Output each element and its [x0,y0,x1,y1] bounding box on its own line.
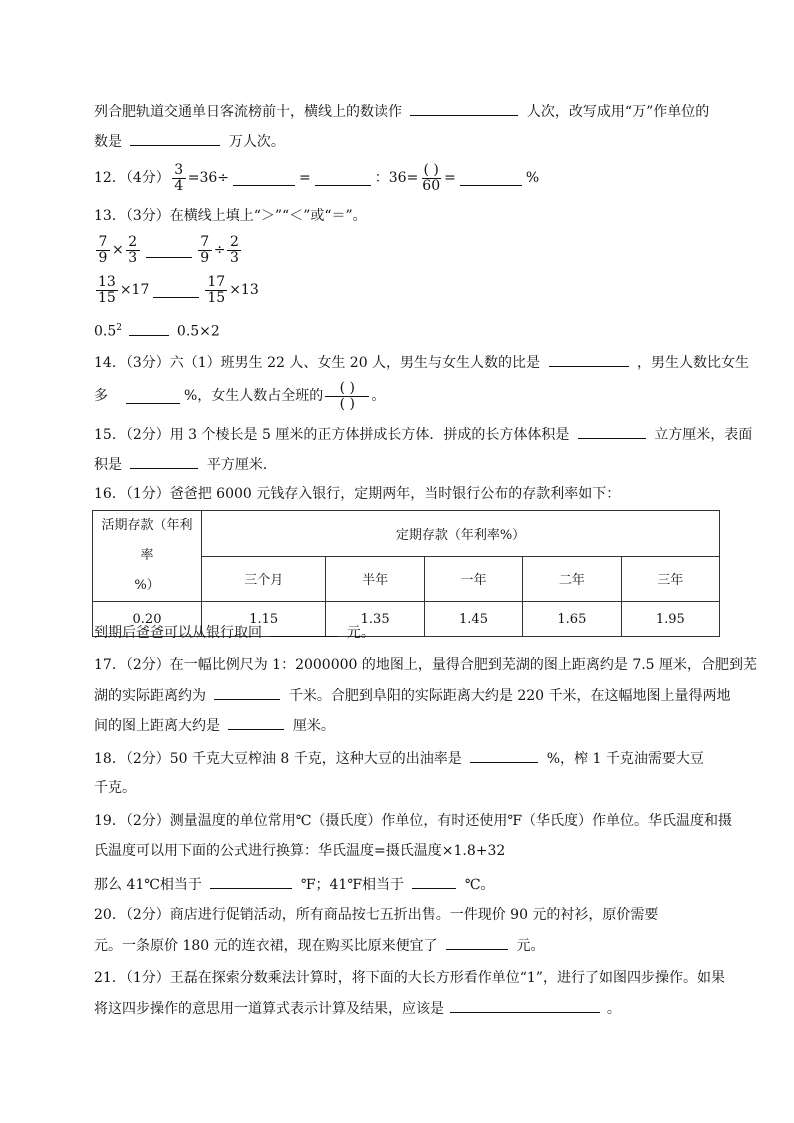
q12-eq2: = [444,170,456,186]
frac-denominator: 4 [174,177,184,194]
q19-text-b: ℉；41℉相当于 [300,877,404,893]
q21-blank[interactable] [450,998,600,1013]
q19-line3 [94,874,495,895]
q17-line2 [94,685,731,706]
q11-text-c: 数是 [94,134,122,150]
q16-text-b: 元。 [346,625,375,641]
q13-blank-3[interactable] [129,321,169,336]
frac-numerator: 3 [172,163,186,179]
q15-line2 [94,454,277,475]
q14-end: 。 [371,388,386,404]
q17-line3 [94,715,335,736]
q14-text-b: ，男生人数比女生 [636,355,749,371]
frac-denominator: 15 [98,289,116,306]
q15-blank-1[interactable] [578,424,646,439]
frac-denominator: 15 [207,289,226,306]
power-exponent: 2 [116,323,122,333]
frac-13-15 [96,275,118,306]
q12-blank-3[interactable] [460,171,522,186]
current-rate-cell: 0.20 [93,602,202,637]
frac-numerator: 2 [126,235,140,251]
frac-denominator: 3 [230,249,239,266]
q12-eq-div: =36÷ [187,170,230,186]
q12-label: 12．（4分） [94,170,170,186]
frac-denominator: 3 [128,249,138,266]
q18-text-a: 18．（2分）50 千克大豆榨油 8 千克，这种大豆的出油率是 [94,751,462,767]
q15-blank-2[interactable] [130,454,198,469]
q11-line2 [94,131,285,152]
col-header: 一年 [424,556,522,602]
frac-denominator[interactable]: ( ) [339,395,355,412]
frac-2-3 [126,235,140,266]
q12-blank-1[interactable] [233,171,295,186]
q20-blank[interactable] [446,935,508,950]
q16-intro: 16．（1分）爸爸把 6000 元钱存入银行，定期两年，当时银行公布的存款利率如下： [94,486,621,502]
q11-blank-1[interactable] [410,101,518,116]
current-header-line1: 活期存款（年利率 [101,518,193,563]
col-header: 三个月 [202,556,326,602]
q17-text-c: 间的图上距离大约是 [94,718,220,734]
q18-line2: 千克。 [94,780,136,796]
q14-blank-1[interactable] [549,352,629,367]
col-header: 三年 [621,556,719,602]
q12-blank-2[interactable] [315,171,371,186]
q14-text-c: 多 [94,388,108,404]
q17-blank-1[interactable] [214,685,280,700]
q14-text-a: 14．（3分）六（1）班男生 22 人、女生 20 人，男生与女生人数的比是 [94,355,541,371]
power-base: 0.5 [94,323,117,340]
q20-text-a: 元。一条原价 180 元的连衣裙，现在购买比原来便宜了 [94,938,438,954]
q13-blank-2[interactable] [153,283,199,298]
rate-cell: 1.95 [621,602,719,637]
q19-text-a: 那么 41℃相当于 [94,877,202,893]
q17-text-d: 厘米。 [292,718,335,734]
q17-text-a: 湖的实际距离约为 [94,688,206,704]
interest-rate-table [92,510,720,637]
q14-fraction-blank[interactable] [325,381,369,412]
frac-denominator: 60 [422,177,441,194]
divide-sign: ÷ [213,242,226,258]
q14-text-d: %，女生人数占全班的 [184,388,324,404]
q13-row3 [94,318,220,342]
q11-blank-2[interactable] [130,131,220,146]
q13-blank-1[interactable] [146,243,192,258]
current-deposit-header [93,511,202,602]
q11-text-b: 人次，改写成用“万”作单位的 [526,104,710,120]
frac-numerator: 7 [198,235,212,251]
q13-rhs: 0.5×2 [176,323,220,340]
frac-denominator: 9 [98,249,108,266]
q15-text-b: 立方厘米，表面 [654,427,753,443]
q21-line2 [94,998,621,1019]
q12-colon: ：36= [374,170,419,186]
q14-line1 [94,352,749,373]
frac-2-3 [227,235,241,266]
rate-cell: 1.15 [202,602,326,637]
times-sign: × [112,242,124,258]
q17-line1: 17．（2分）在一幅比例尺为 1：2000000 的地图上，量得合肥到芜湖的图上距离约是 7.5 厘米，合肥到芜 [94,657,758,673]
frac-numerator: 13 [98,273,116,290]
q15-text-a: 15．（2分）用 3 个棱长是 5 厘米的正方体拼成长方体．拼成的长方体体积是 [94,427,570,443]
q14-blank-2[interactable] [126,389,180,404]
q12-fraction-x-60 [420,163,442,194]
col-header: 半年 [326,556,424,602]
q20-text-b: 元。 [516,938,545,954]
frac-numerator: 17 [207,273,226,290]
q19-blank-1[interactable] [210,874,292,889]
q16-text-a: 到期后爸爸可以从银行取回 [94,625,262,641]
q21-line1: 21．（1分）王磊在探索分数乘法计算时，将下面的大长方形看作单位“1”，进行了如图四步操作。如果 [94,970,725,986]
frac-numerator[interactable]: ( ) [423,161,439,178]
q15-line1 [94,424,752,445]
rate-cell: 1.65 [523,602,621,637]
fixed-deposit-header: 定期存款（年利率%） [202,511,720,557]
q17-blank-2[interactable] [228,715,284,730]
rate-cell: 1.45 [424,602,522,637]
col-header: 二年 [523,556,621,602]
q17-text-b: 千米。合肥到阜阳的实际距离大约是 220 千米，在这幅地图上量得两地 [288,688,731,704]
q19-line2: 氏温度可以用下面的公式进行换算：华氏温度=摄氏温度×1.8+32 [94,843,506,859]
q18-blank[interactable] [470,748,538,763]
q19-blank-2[interactable] [412,874,456,889]
q12 [94,160,539,196]
q19-line1: 19．（2分）测量温度的单位常用℃（摄氏度）作单位，有时还使用℉（华氏度）作单位。华氏温度和摄 [94,813,733,829]
q13-label: 13．（3分）在横线上填上“＞”“＜”或“＝”。 [94,208,367,224]
rate-cell: 1.35 [326,602,424,637]
q16-blank[interactable] [270,622,338,637]
times-17: ×17 [119,282,150,298]
q19-text-c: ℃。 [464,877,495,893]
times-13: ×13 [229,282,259,298]
frac-7-9 [198,235,212,266]
q15-text-c: 积是 [94,457,122,473]
q18-text-b: %，榨 1 千克油需要大豆 [546,751,704,767]
q12-eq: = [299,170,311,186]
q13-row1 [94,232,243,268]
q11-text-d: 万人次。 [228,134,285,150]
frac-denominator: 9 [200,249,210,266]
q21-text-a: 将这四步操作的意思用一道算式表示计算及结果，应该是 [94,1001,444,1017]
q20-line2 [94,935,545,956]
frac-numerator: 7 [96,235,110,251]
q15-text-d: 平方厘米． [206,457,277,473]
q20-line1: 20．（2分）商店进行促销活动，所有商品按七五折出售。一件现价 90 元的衬衫，原价需要 [94,907,659,923]
q21-text-b: 。 [606,1001,621,1017]
q12-fraction-3-4 [172,163,186,194]
q18-line1 [94,748,704,769]
q16-after [94,622,375,643]
frac-17-15 [205,275,227,306]
q11-line1 [94,101,709,122]
frac-numerator[interactable]: ( ) [325,381,369,397]
current-header-line2: %） [134,578,160,593]
q14-line2 [94,378,385,414]
frac-numerator: 2 [227,235,241,251]
q11-text-a: 列合肥轨道交通单日客流榜前十，横线上的数读作 [94,104,402,120]
q12-percent: % [525,170,540,186]
frac-7-9 [96,235,110,266]
q13-row2 [94,272,259,308]
